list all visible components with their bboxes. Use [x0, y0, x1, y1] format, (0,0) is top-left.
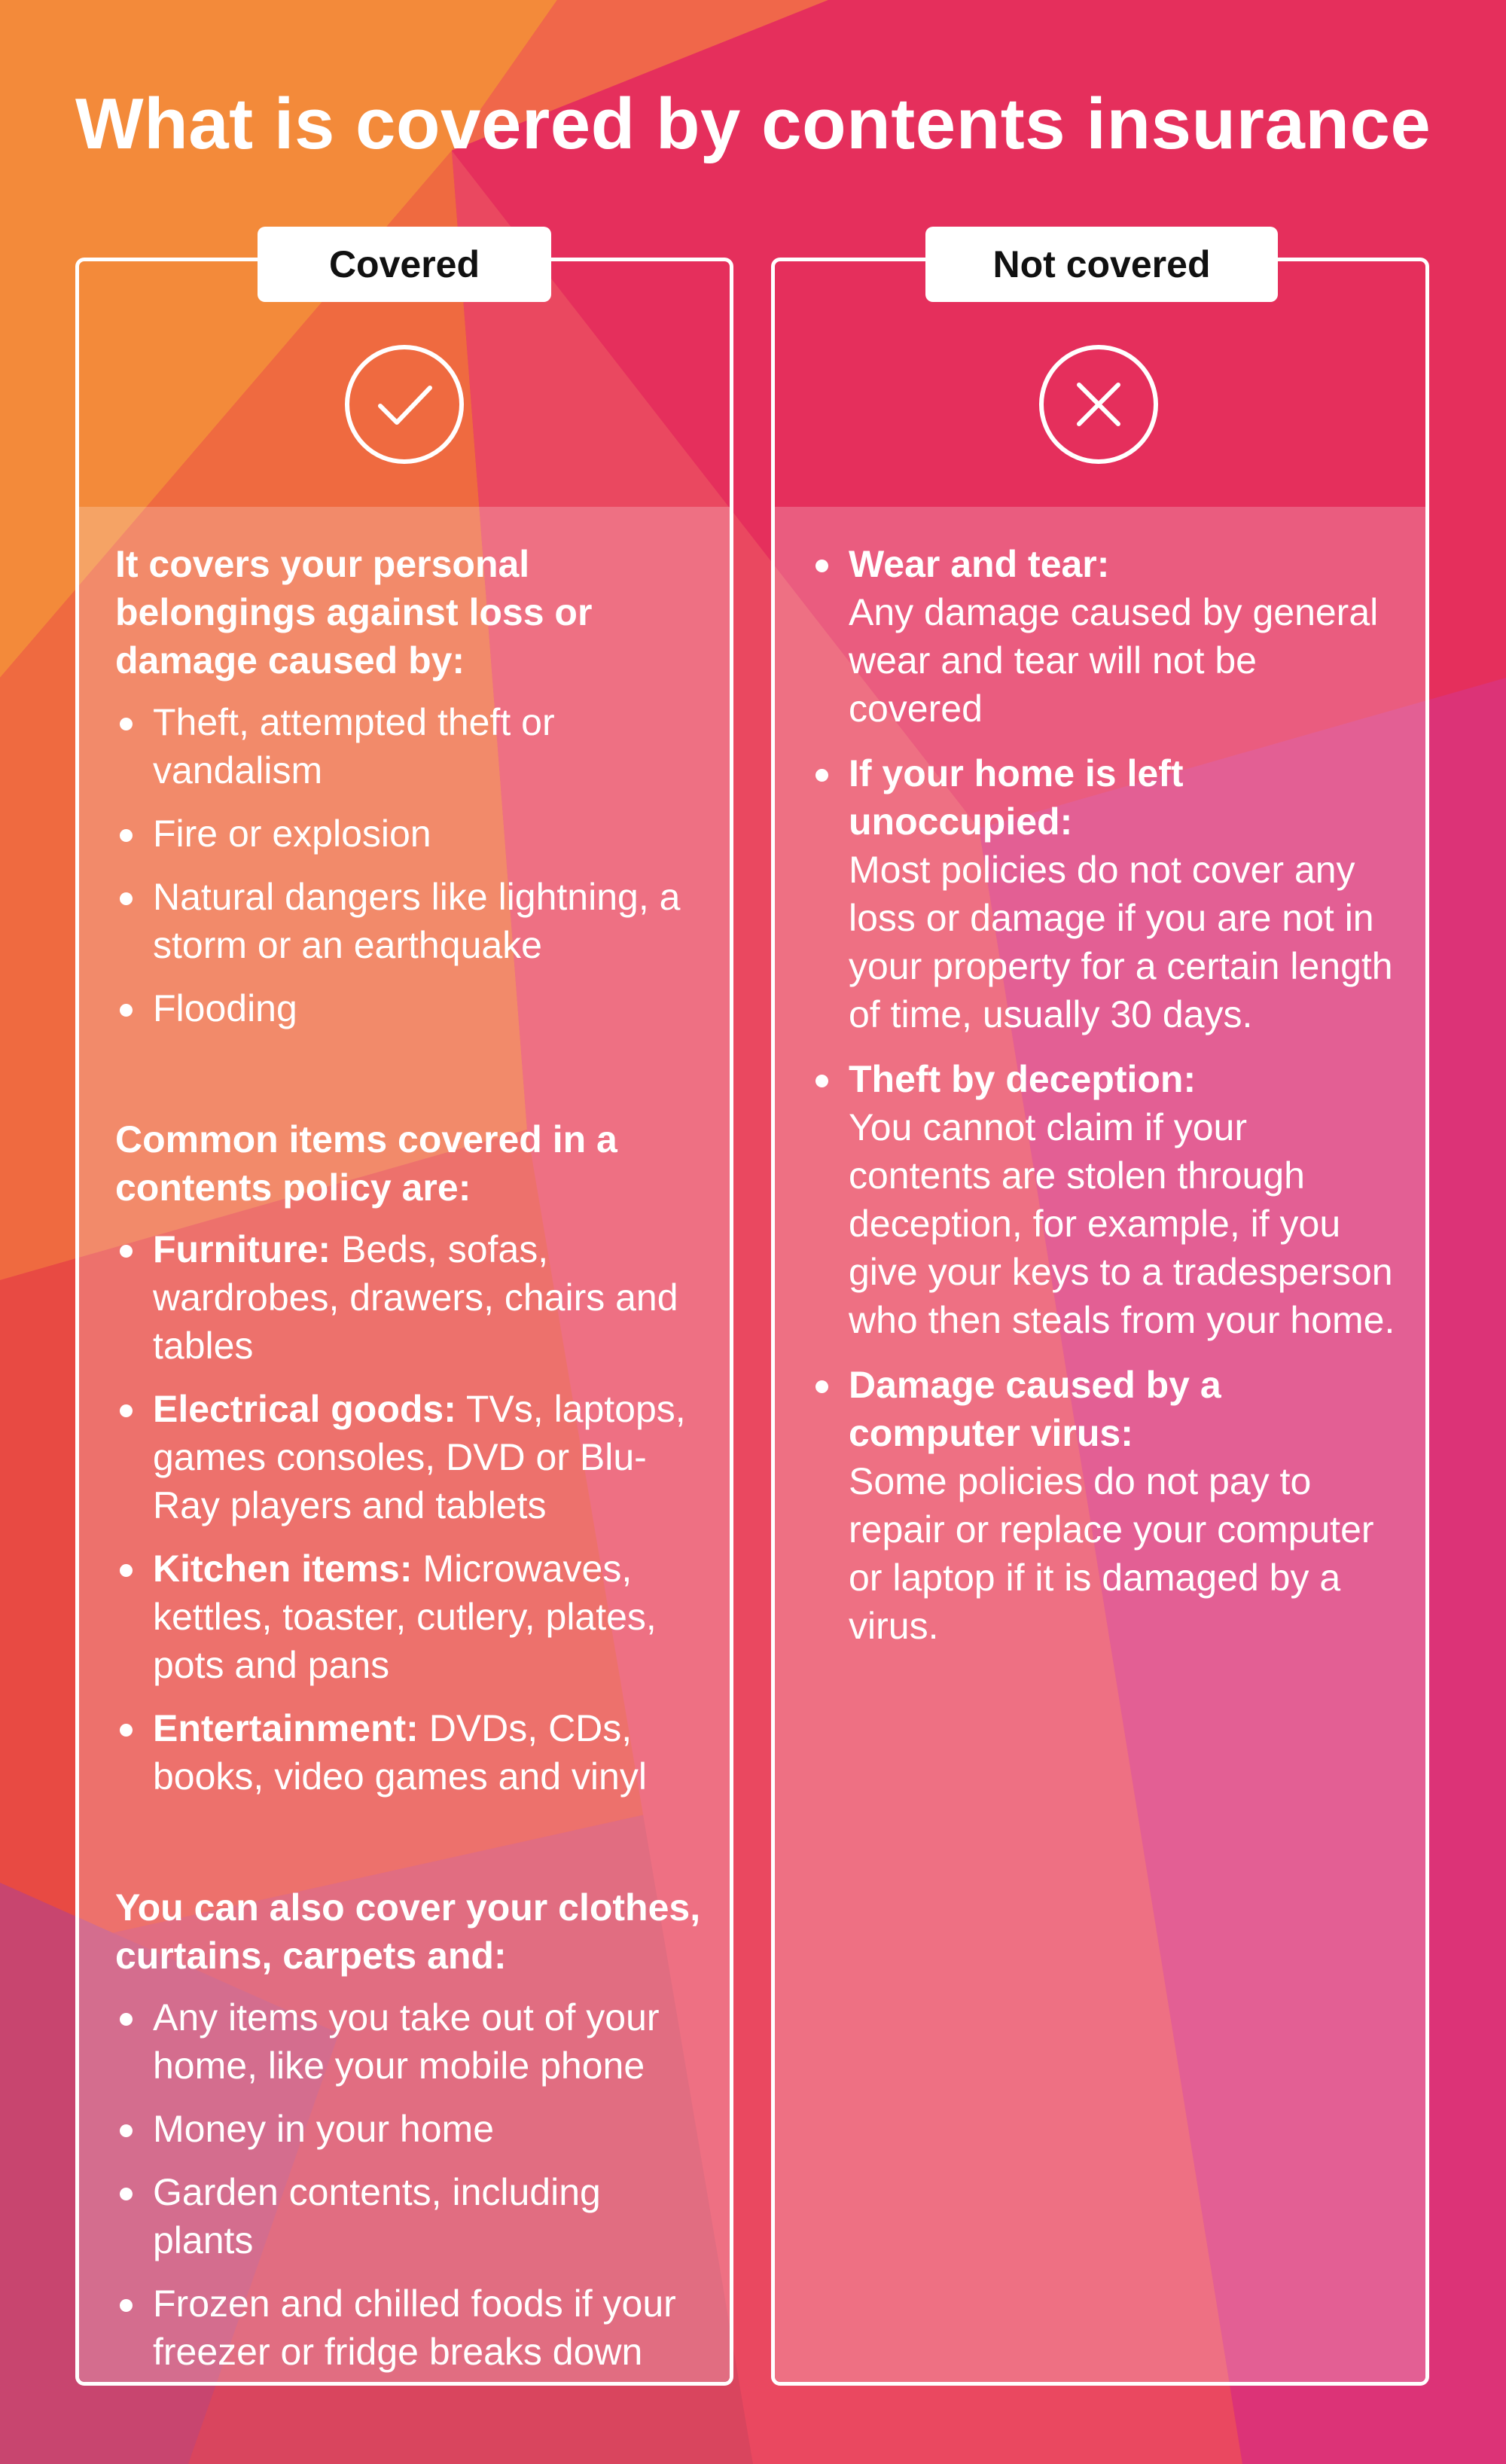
list-item: Theft by deception: You cannot claim if your contents are stolen through deception, for example, if you give your keys to a tradesperson who then steals from your home. [811, 1055, 1398, 1344]
x-circle-icon [1037, 343, 1160, 466]
list-item: Furniture: Beds, sofas, wardrobes, drawers, chairs and tables [115, 1225, 703, 1370]
covered-group-perils [115, 540, 703, 1032]
check-circle-icon [343, 343, 466, 466]
not-covered-panel-header [775, 243, 1425, 507]
list-item: Flooding [115, 984, 703, 1032]
group-heading: It covers your personal belongings against loss or damage caused by: [115, 543, 593, 682]
list-item: Entertainment: DVDs, CDs, books, video games and vinyl [115, 1704, 703, 1801]
list-item: Garden contents, including plants [115, 2168, 703, 2264]
list-item: Wear and tear: Any damage caused by general wear and tear will not be covered [811, 540, 1398, 733]
list-item: Frozen and chilled foods if your freezer or fridge breaks down [115, 2280, 703, 2376]
covered-tab: Covered [258, 227, 551, 302]
covered-group-extras [115, 1883, 703, 2376]
list-item: If your home is left unoccupied: Most policies do not cover any loss or damage if you are not in your property for a certain length of time, usually 30 days. [811, 749, 1398, 1038]
group-heading: You can also cover your clothes, curtains, carpets and: [115, 1886, 701, 1977]
not-covered-panel [771, 243, 1429, 2386]
covered-panel [75, 243, 733, 2386]
list-item: Kitchen items: Microwaves, kettles, toaster, cutlery, plates, pots and pans [115, 1545, 703, 1689]
list-item: Natural dangers like lightning, a storm or an earthquake [115, 873, 703, 969]
not-covered-panel-body [775, 507, 1425, 2382]
not-covered-tab: Not covered [925, 227, 1278, 302]
list-item: Theft, attempted theft or vandalism [115, 698, 703, 794]
list-item: Damage caused by a computer virus: Some policies do not pay to repair or replace your computer or laptop if it is damaged by a virus. [811, 1361, 1398, 1650]
page-title: What is covered by contents insurance [75, 84, 1431, 164]
list-item: Fire or explosion [115, 810, 703, 858]
covered-group-common-items [115, 1115, 703, 1801]
group-heading: Common items covered in a contents policy are: [115, 1118, 617, 1209]
list-item: Electrical goods: TVs, laptops, games consoles, DVD or Blu-Ray players and tablets [115, 1385, 703, 1529]
covered-panel-body [79, 507, 730, 2382]
list-item: Money in your home [115, 2105, 703, 2153]
covered-panel-header [79, 243, 730, 507]
list-item: Any items you take out of your home, like your mobile phone [115, 1993, 703, 2090]
